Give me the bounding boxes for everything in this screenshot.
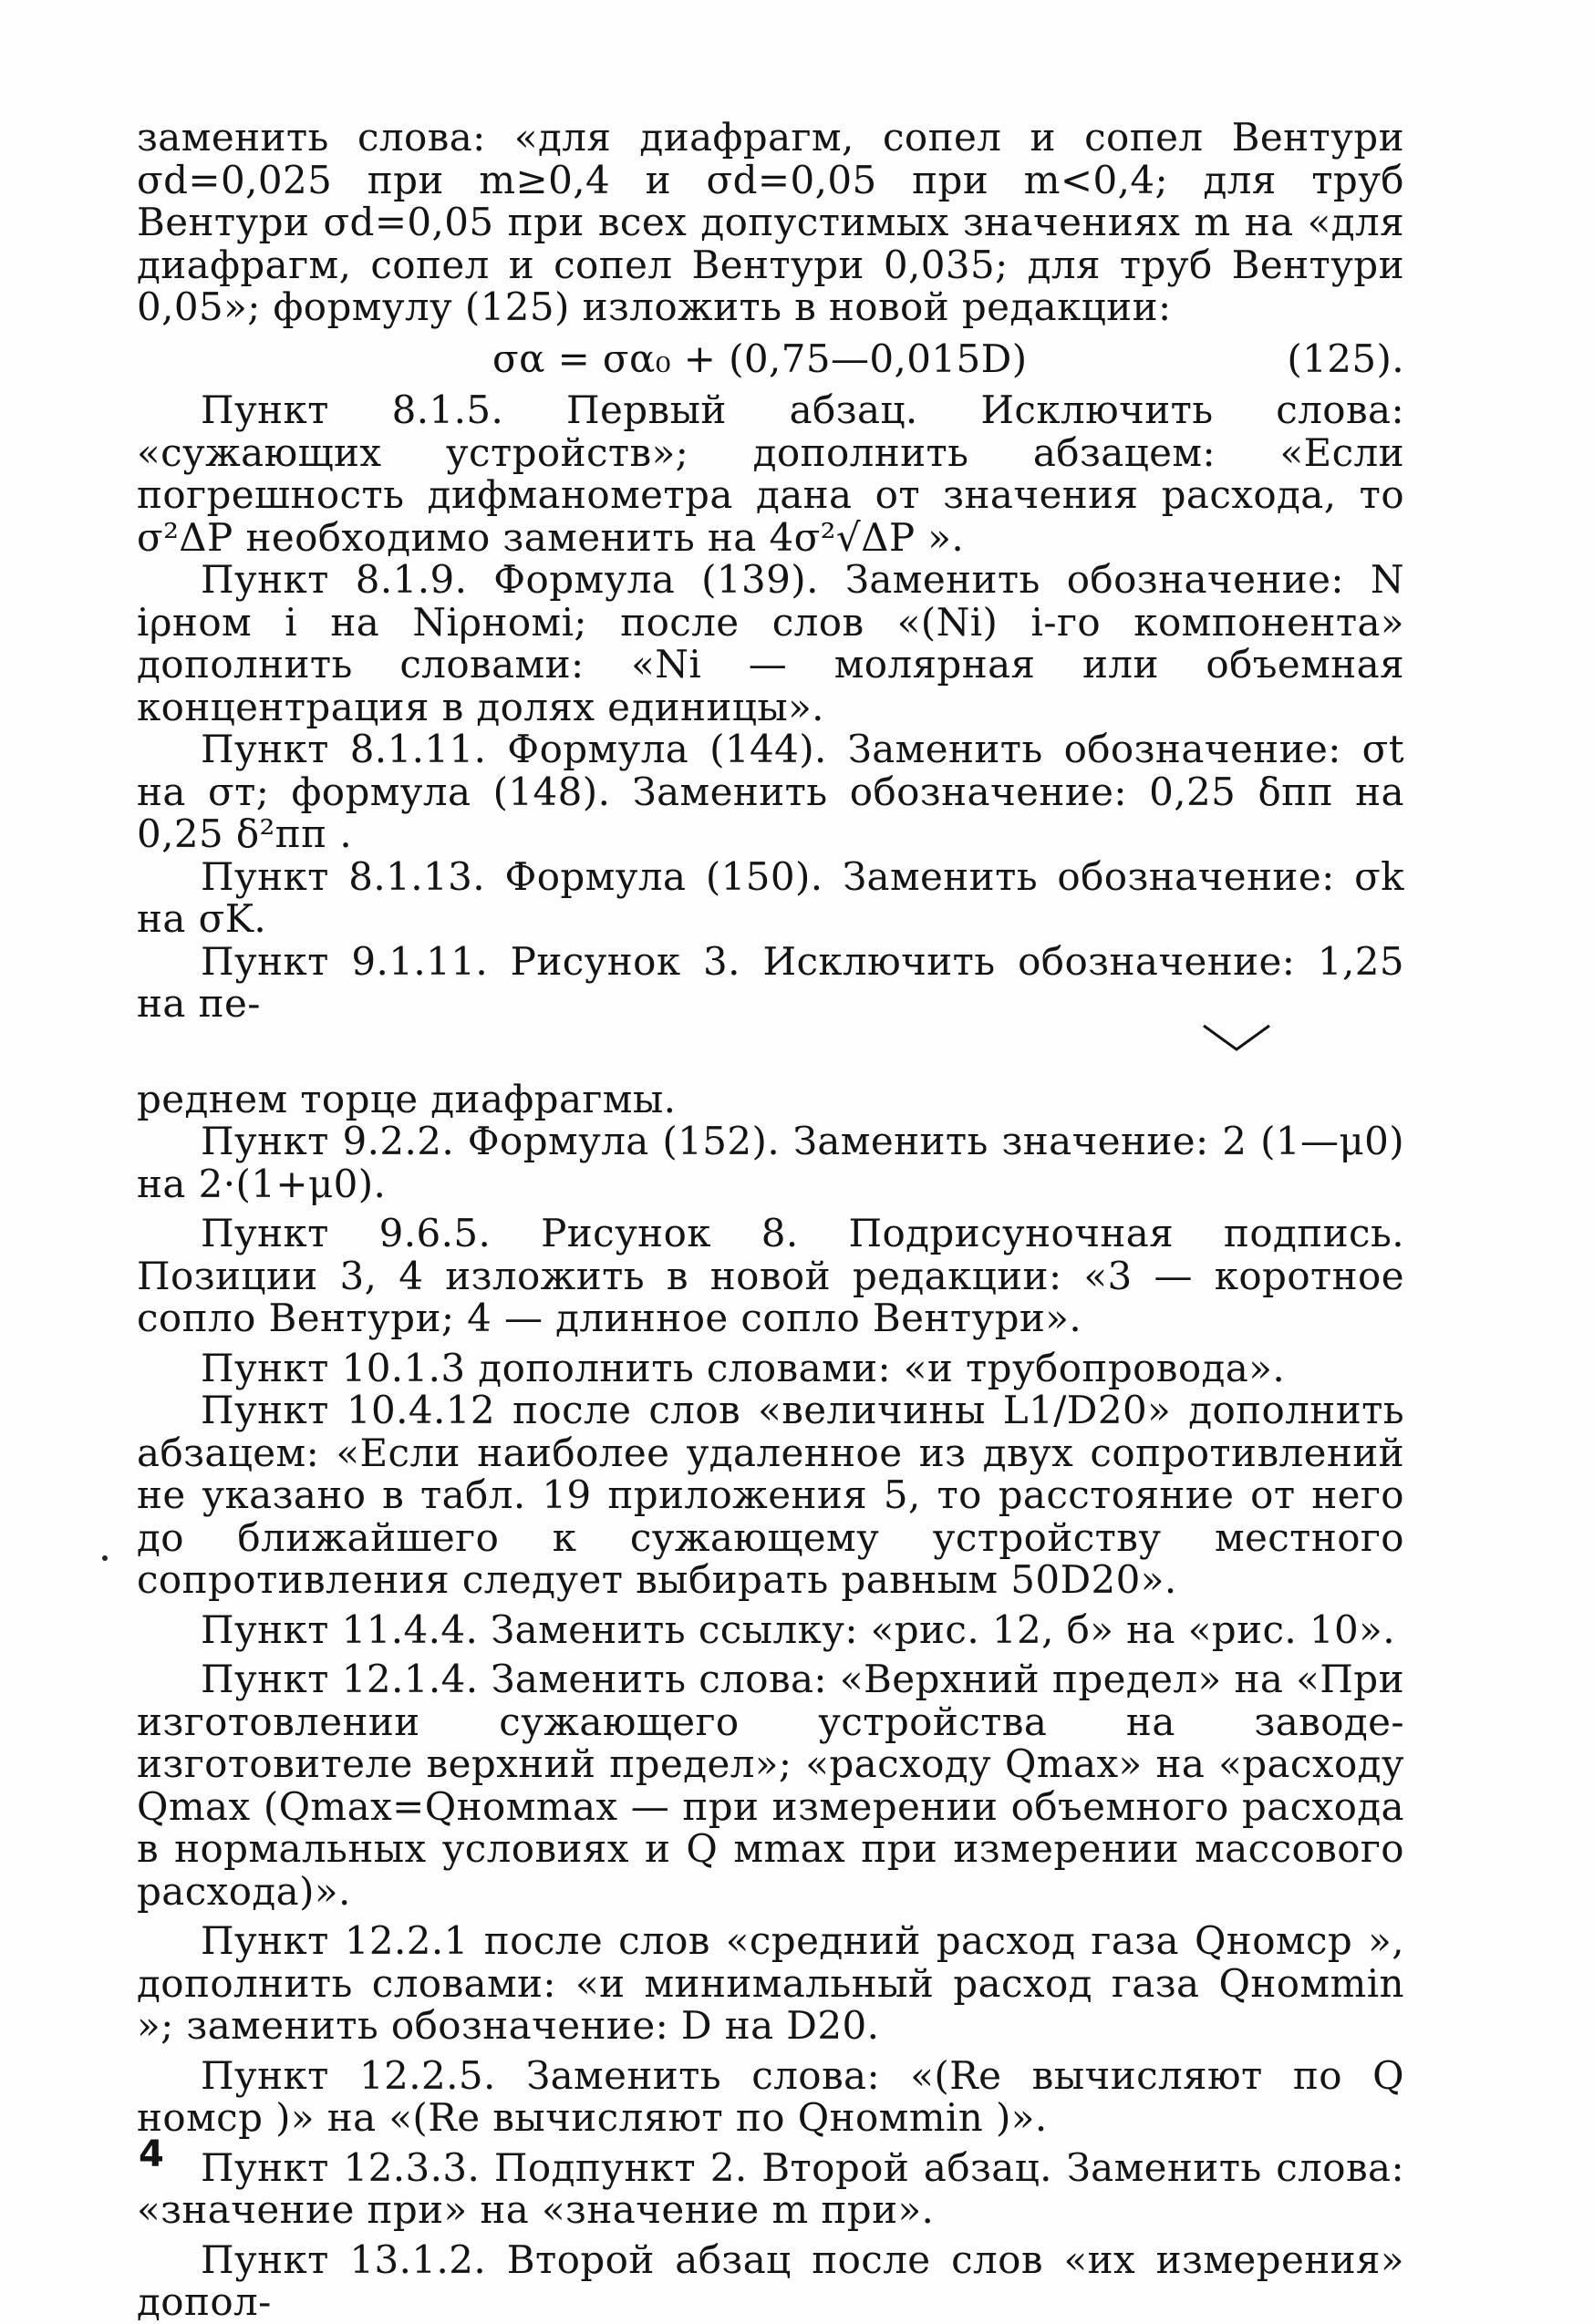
paragraph-intro: заменить слова: «для диафрагм, сопел и сопел Вентури σd=0,025 при m≥0,4 и σd=0,05 при m<0,4; для труб Вентури σd=0,05 при всех допустимых значениях m на «для диафрагм, сопел и сопел Вентури 0,035; для труб Вентури 0,05»; формулу (125) изложить в новой редакции: (137, 115, 1404, 329)
formula-number: (125). (1287, 336, 1404, 381)
formula-expression: σα = σα₀ + (0,75—0,015D) (492, 336, 1028, 381)
paragraph-9-2-2: Пункт 9.2.2. Формула (152). Заменить значение: 2 (1—μ0) на 2·(1+μ0). (137, 1119, 1404, 1206)
paragraph-13-1-2: Пункт 13.1.2. Второй абзац после слов «их измерения» допол- (137, 2236, 1404, 2324)
document-body (137, 117, 1404, 2324)
paragraph-11-4-4: Пункт 11.4.4. Заменить ссылку: «рис. 12, б» на «рис. 10». (201, 1606, 1395, 1652)
chevron-mark (137, 1026, 1404, 1079)
margin-dot (102, 1555, 108, 1561)
paragraph-12-2-5: Пункт 12.2.5. Заменить слова: «(Re вычисляют по Q номср )» на «(Re вычисляют по Qномmin )». (137, 2052, 1404, 2140)
paragraph-10-4-12: Пункт 10.4.12 после слов «величины L1/D20» дополнить абзацем: «Если наиболее удаленное из двух сопротивлений не указано в табл. 19 приложения 5, то расстояние от него до ближайшего к сужающему устройству местного сопротивления следует выбирать равным 50D20». (137, 1388, 1404, 1602)
paragraph-8-1-11: Пункт 8.1.11. Формула (144). Заменить обозначение: σt на σт; формула (148). Заменить обозначение: 0,25 δпп на 0,25 δ²пп . (137, 727, 1404, 856)
paragraph-9-1-11: Пункт 9.1.11. Рисунок 3. Исключить обозначение: 1,25 на пе- (137, 938, 1404, 1026)
paragraph-8-1-13: Пункт 8.1.13. Формула (150). Заменить обозначение: σk на σK. (137, 853, 1404, 941)
paragraph-10-1-3: Пункт 10.1.3 дополнить словами: «и трубопровода». (201, 1345, 1286, 1390)
formula-125 (137, 338, 1404, 381)
paragraph-8-1-5: Пункт 8.1.5. Первый абзац. Исключить слова: «сужающих устройств»; дополнить абзацем: «Если погрешность дифманометра дана от значения расхода, то σ²ΔP необходимо заменить на 4σ²√ΔP ». (137, 387, 1404, 560)
paragraph-9-6-5: Пункт 9.6.5. Рисунок 8. Подрисуночная подпись. Позиции 3, 4 изложить в новой редакции: «3 — коротное сопло Вентури; 4 — длинное сопло Вентури». (137, 1211, 1404, 1340)
paragraph-12-3-3: Пункт 12.3.3. Подпункт 2. Второй абзац. Заменить слова: «значение при» на «значение m при». (137, 2144, 1404, 2232)
paragraph-9-1-11-cont: реднем торце диафрагмы. (137, 1076, 677, 1121)
chevron-down-icon (1200, 1020, 1273, 1057)
paragraph-8-1-9: Пункт 8.1.9. Формула (139). Заменить обозначение: N iρном i на Niρномi; после слов «(Ni) i-го компонента» дополнить словами: «Ni — молярная или объемная концентрация в долях единицы». (137, 557, 1404, 729)
paragraph-12-1-4: Пункт 12.1.4. Заменить слова: «Верхний предел» на «При изготовлении сужающего устройства на заводе-изготовителе верхний предел»; «расходу Qmax» на «расходу Qmax (Qmax=Qномmax — при измерении объемного расхода в нормальных условиях и Q мmax при измерении массового расхода)». (137, 1657, 1404, 1914)
paragraph-12-2-1: Пункт 12.2.1 после слов «средний расход газа Qномср », дополнить словами: «и минимальный расход газа Qномmin »; заменить обозначение: D на D20. (137, 1918, 1404, 2048)
page-number: 4 (139, 2133, 164, 2175)
